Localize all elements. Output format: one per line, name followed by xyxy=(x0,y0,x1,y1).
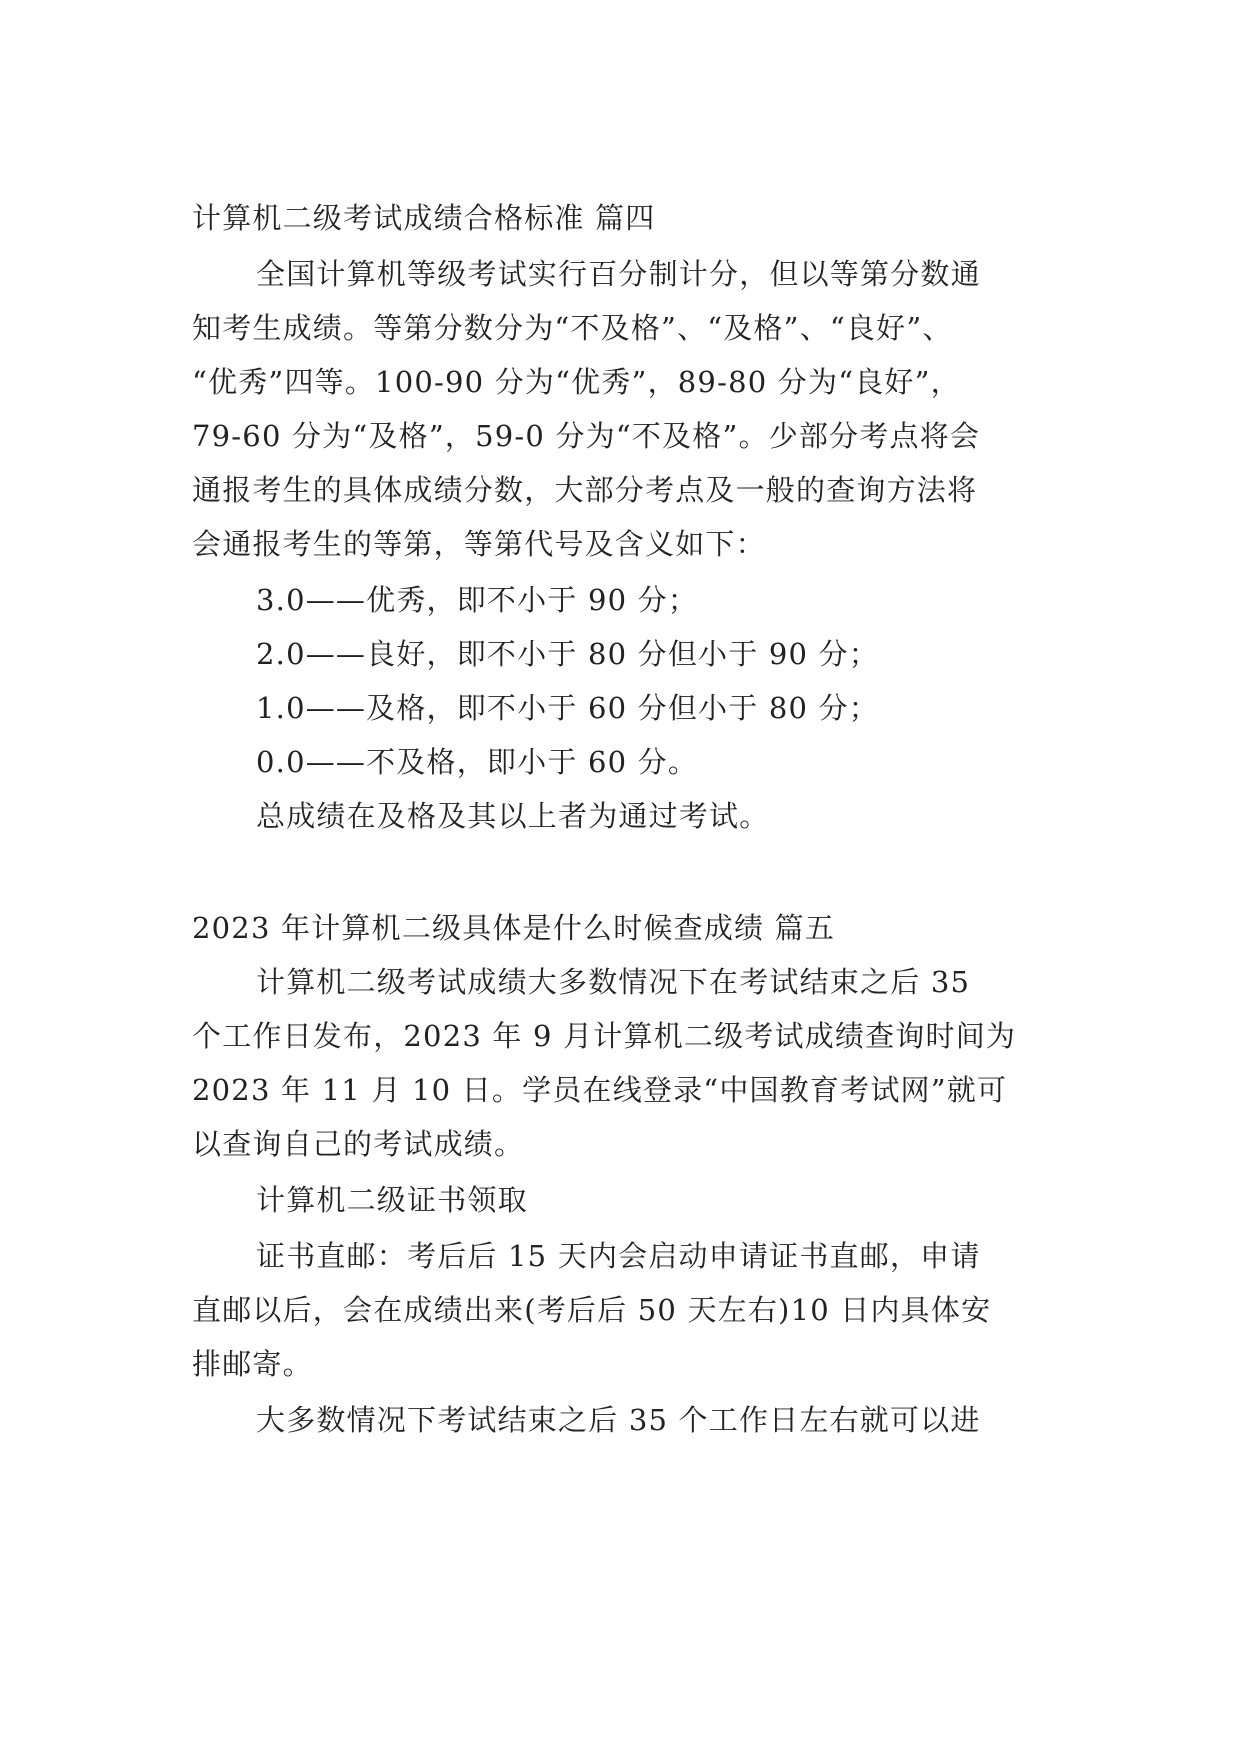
section4-paragraph-line: 会通报考生的等第，等第代号及含义如下： xyxy=(192,527,766,561)
section4-paragraph-line: “优秀”四等。100-90 分为“优秀”，89-80 分为“良好”， xyxy=(192,365,961,399)
section5-paragraph-line: 大多数情况下考试结束之后 35 个工作日左右就可以进 xyxy=(256,1403,981,1437)
grade-item: 2.0——良好，即不小于 80 分但小于 90 分； xyxy=(256,637,879,671)
section5-paragraph-line: 排邮寄。 xyxy=(192,1347,313,1381)
section5-subheading: 计算机二级证书领取 xyxy=(256,1183,528,1217)
section4-paragraph-line: 知考生成绩。等第分数分为“不及格”、“及格”、“良好”、 xyxy=(192,311,953,345)
section4-paragraph-line: 全国计算机等级考试实行百分制计分，但以等第分数通 xyxy=(256,257,981,291)
section4-summary: 总成绩在及格及其以上者为通过考试。 xyxy=(256,799,770,833)
section5-paragraph-line: 证书直邮：考后后 15 天内会启动申请证书直邮，申请 xyxy=(256,1239,981,1273)
section4-heading: 计算机二级考试成绩合格标准 篇四 xyxy=(192,201,656,235)
section4-paragraph-line: 79-60 分为“及格”，59-0 分为“不及格”。少部分考点将会 xyxy=(192,419,981,453)
section5-heading: 2023 年计算机二级具体是什么时候查成绩 篇五 xyxy=(192,911,836,945)
grade-item: 3.0——优秀，即不小于 90 分； xyxy=(256,583,699,617)
section5-paragraph-line: 个工作日发布，2023 年 9 月计算机二级考试成绩查询时间为 xyxy=(192,1019,1017,1053)
section4-paragraph-line: 通报考生的具体成绩分数，大部分考点及一般的查询方法将 xyxy=(192,473,978,507)
grade-item: 1.0——及格，即不小于 60 分但小于 80 分； xyxy=(256,691,879,725)
section5-paragraph-line: 以查询自己的考试成绩。 xyxy=(192,1127,525,1161)
section5-paragraph-line: 2023 年 11 月 10 日。学员在线登录“中国教育考试网”就可 xyxy=(192,1073,1008,1107)
section5-paragraph-line: 计算机二级考试成绩大多数情况下在考试结束之后 35 xyxy=(256,965,971,999)
section5-paragraph-line: 直邮以后，会在成绩出来(考后后 50 天左右)10 日内具体安 xyxy=(192,1293,992,1327)
grade-item: 0.0——不及格，即小于 60 分。 xyxy=(256,745,699,779)
